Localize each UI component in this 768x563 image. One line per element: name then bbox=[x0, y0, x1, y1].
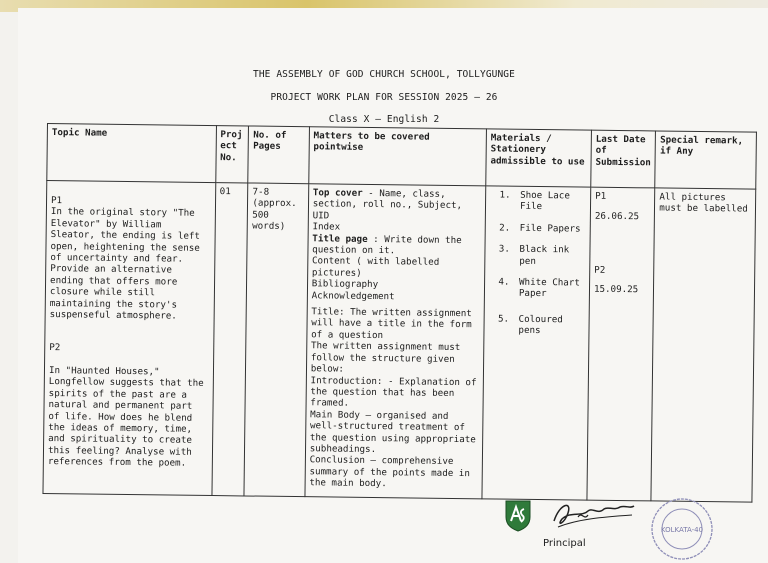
material-item: 5. Coloured pens bbox=[514, 314, 584, 338]
structure-note: The written assignment must follow the structure given below: bbox=[310, 340, 461, 375]
p2-topic: In "Haunted Houses," Longfellow suggests that the spirits of the past are a natural and permanent part of life. How does he blend the ideas of memory, time, and spirituality to create this feeling? Analyse with references from the poem. bbox=[47, 364, 204, 469]
pages-cell: 7-8 (approx. 500 words) bbox=[244, 183, 308, 497]
material-item: 4. White Chart Paper bbox=[515, 277, 585, 301]
header-matters: Matters to be covered pointwise bbox=[308, 127, 486, 186]
project-table bbox=[42, 123, 756, 503]
material-item: 2. File Papers bbox=[516, 223, 586, 235]
top-cover-label: Top cover bbox=[312, 187, 363, 199]
table-header-row bbox=[47, 124, 757, 190]
principal-signature bbox=[548, 497, 638, 533]
principal-label: Principal bbox=[543, 538, 586, 549]
p2-label: P2 bbox=[49, 342, 61, 354]
introduction-note: Introduction: - Explanation of the question that has been framed. bbox=[310, 374, 477, 410]
plan-title: PROJECT WORK PLAN FOR SESSION 2025 – 26 bbox=[270, 92, 498, 103]
header-pages: No. of Pages bbox=[248, 126, 309, 184]
materials-cell bbox=[482, 186, 591, 500]
p1-date-label: P1 bbox=[595, 190, 607, 202]
topic-cell bbox=[43, 181, 215, 496]
title-page-text: : Write down the question on it. bbox=[312, 233, 462, 257]
header-remark: Special remark, if Any bbox=[655, 131, 756, 189]
content-item: Content ( with labelled pictures) bbox=[311, 255, 440, 279]
title-page-label: Title page bbox=[312, 232, 368, 245]
seal-text: KOLKATA-40 bbox=[660, 526, 704, 534]
remark-cell: All pictures must be labelled bbox=[651, 188, 756, 502]
index-item: Index bbox=[312, 221, 341, 233]
material-item: 3. Black ink pen bbox=[515, 244, 585, 268]
header-last-date: Last Date of Submission bbox=[591, 130, 656, 188]
school-seal bbox=[650, 497, 714, 561]
p2-date: 15.09.25 bbox=[593, 283, 639, 296]
header-project-no: Proj ect No. bbox=[215, 126, 249, 183]
matters-cell bbox=[305, 184, 486, 499]
conclusion-note: Conclusion – comprehensive summary of the points made in the main body. bbox=[309, 454, 470, 490]
header-topic: Topic Name bbox=[47, 124, 216, 183]
header-materials: Materials / Stationery admissible to use bbox=[486, 129, 592, 187]
title-note: Title: The written assignment will have a title in the form of a question bbox=[311, 306, 472, 341]
last-date-cell bbox=[587, 187, 655, 501]
project-no-cell: 01 bbox=[211, 183, 248, 496]
material-item: 1. Shoe Lace File bbox=[516, 190, 586, 214]
school-logo-icon bbox=[502, 497, 534, 533]
table-row bbox=[43, 181, 756, 503]
p2-date-label: P2 bbox=[594, 264, 606, 276]
p1-topic: In the original story "The Elevator" by William Sleator, the ending is left open, heightening the sense of uncertainty and fear. Provide an alternative ending that offers more closure while still maintaining the story's suspenseful atmosphere. bbox=[49, 206, 201, 322]
acknowledgement-item: Acknowledgement bbox=[311, 289, 395, 302]
class-subject: Class X – English 2 bbox=[328, 114, 440, 125]
main-body-note: Main Body – organised and well-structured treatment of the question using appropriate subheadings. bbox=[309, 408, 476, 455]
bibliography-item: Bibliography bbox=[311, 278, 379, 291]
school-name: THE ASSEMBLY OF GOD CHURCH SCHOOL, TOLLYGUNGE bbox=[253, 69, 515, 80]
p1-label: P1 bbox=[50, 195, 63, 207]
top-cover-text: - Name, class, section, roll no., Subject, UID bbox=[312, 187, 463, 222]
p1-date: 26.06.25 bbox=[594, 211, 640, 223]
